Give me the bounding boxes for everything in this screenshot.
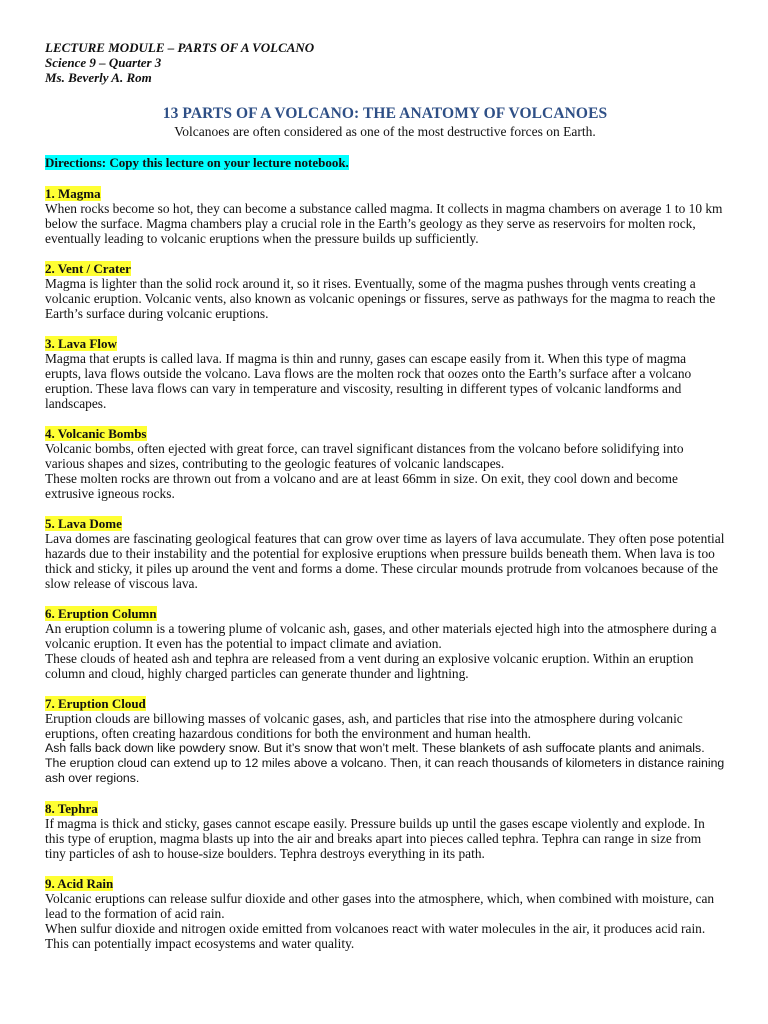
section-paragraph: Volcanic eruptions can release sulfur dioxide and other gases into the atmosphere, which, when combined with moisture, can lead to the formation of acid rain. xyxy=(45,891,715,921)
section-heading-text: 1. Magma xyxy=(45,186,101,201)
section-heading xyxy=(45,696,725,711)
section-heading-text: 7. Eruption Cloud xyxy=(45,696,146,711)
section-paragraph: Magma that erupts is called lava. If magma is thin and runny, gases can escape easily from it. When this type of magma erupts, lava flows outside the volcano. Lava flows are the molten rock that oozes onto the Earth’s surface after a volcano eruption. These lava flows can vary in temperature and viscosity, resulting in different types of volcanic landforms and landscapes. xyxy=(45,351,692,411)
teacher-name: Ms. Beverly A. Rom xyxy=(45,70,152,85)
section-paragraph: If magma is thick and sticky, gases cannot escape easily. Pressure builds up until the gases escape violently and explode. In this type of eruption, magma blasts up into the air and breaks apart into pieces called tephra. Tephra can range in size from tiny particles of ash to house-size boulders. Tephra destroys everything in its path. xyxy=(45,816,705,861)
section-paragraph: These molten rocks are thrown out from a volcano and are at least 66mm in size. On exit, they cool down and become extrusive igneous rocks. xyxy=(45,471,678,501)
section-eruption-cloud xyxy=(45,696,725,786)
section-heading xyxy=(45,516,725,531)
section-heading-text: 4. Volcanic Bombs xyxy=(45,426,147,441)
section-heading xyxy=(45,606,725,621)
page-subtitle: Volcanoes are often considered as one of the most destructive forces on Earth. xyxy=(174,124,596,139)
page-title: 13 PARTS OF A VOLCANO: THE ANATOMY OF VOLCANOES xyxy=(162,105,608,122)
section-lava-flow xyxy=(45,336,725,411)
module-title: LECTURE MODULE – PARTS OF A VOLCANO xyxy=(45,40,315,55)
section-magma xyxy=(45,186,725,246)
section-paragraph: Eruption clouds are billowing masses of volcanic gases, ash, and particles that rise into the atmosphere during volcanic eruptions, often creating hazardous conditions for both the environment and human health. xyxy=(45,711,683,741)
section-acid-rain xyxy=(45,876,725,951)
section-heading xyxy=(45,801,725,816)
directions-note xyxy=(45,155,725,171)
section-heading xyxy=(45,261,725,276)
section-paragraph: Lava domes are fascinating geological features that can grow over time as layers of lava accumulate. They often pose potential hazards due to their instability and the potential for explosive eruptions when pressure builds beneath them. When lava is too thick and sticky, it piles up around the vent and forms a dome. These circular mounds protrude from volcanoes because of the slow release of viscous lava. xyxy=(45,531,725,591)
section-volcanic-bombs xyxy=(45,426,725,501)
section-vent-crater xyxy=(45,261,725,321)
section-eruption-column xyxy=(45,606,725,681)
section-paragraph: Magma is lighter than the solid rock around it, so it rises. Eventually, some of the magma pushes through vents creating a volcanic eruption. Volcanic vents, also known as volcanic openings or fissures, serve as pathways for the magma to reach the Earth’s surface during volcanic eruptions. xyxy=(45,276,716,321)
section-heading-text: 8. Tephra xyxy=(45,801,98,816)
section-heading-text: 9. Acid Rain xyxy=(45,876,114,891)
section-heading xyxy=(45,876,725,891)
section-lava-dome xyxy=(45,516,725,591)
section-paragraph: An eruption column is a towering plume of volcanic ash, gases, and other materials ejected high into the atmosphere during a volcanic eruption. It even has the potential to impact climate and aviation. xyxy=(45,621,717,651)
section-paragraph: Volcanic bombs, often ejected with great force, can travel significant distances from the volcano before solidifying into various shapes and sizes, contributing to the geologic features of volcanic landscapes. xyxy=(45,441,684,471)
section-heading xyxy=(45,336,725,351)
section-heading xyxy=(45,426,725,441)
section-tephra xyxy=(45,801,725,861)
section-paragraph: When rocks become so hot, they can become a substance called magma. It collects in magma chambers on average 1 to 10 km below the surface. Magma chambers play a crucial role in the Earth’s geology as they serve as reservoirs for molten rock, eventually leading to volcanic eruptions when the pressure builds up sufficiently. xyxy=(45,201,723,246)
section-heading-text: 6. Eruption Column xyxy=(45,606,157,621)
directions-text: Directions: Copy this lecture on your lecture notebook. xyxy=(45,155,349,170)
section-heading xyxy=(45,186,725,201)
section-heading-text: 2. Vent / Crater xyxy=(45,261,131,276)
section-heading-text: 5. Lava Dome xyxy=(45,516,122,531)
section-paragraph: These clouds of heated ash and tephra are released from a vent during an explosive volcanic eruption. Within an eruption column and cloud, highly charged particles can generate thunder and lightning. xyxy=(45,651,694,681)
course-quarter: Science 9 – Quarter 3 xyxy=(45,55,162,70)
section-paragraph: When sulfur dioxide and nitrogen oxide emitted from volcanoes react with water molecules in the air, it produces acid rain. This can potentially impact ecosystems and water quality. xyxy=(45,921,706,951)
section-paragraph: Ash falls back down like powdery snow. But it’s snow that won’t melt. These blankets of ash suffocate plants and animals. The eruption cloud can extend up to 12 miles above a volcano. Then, it can reach thousands of kilometers in distance raining ash over regions. xyxy=(45,741,725,785)
document-page xyxy=(45,40,725,951)
section-heading-text: 3. Lava Flow xyxy=(45,336,117,351)
